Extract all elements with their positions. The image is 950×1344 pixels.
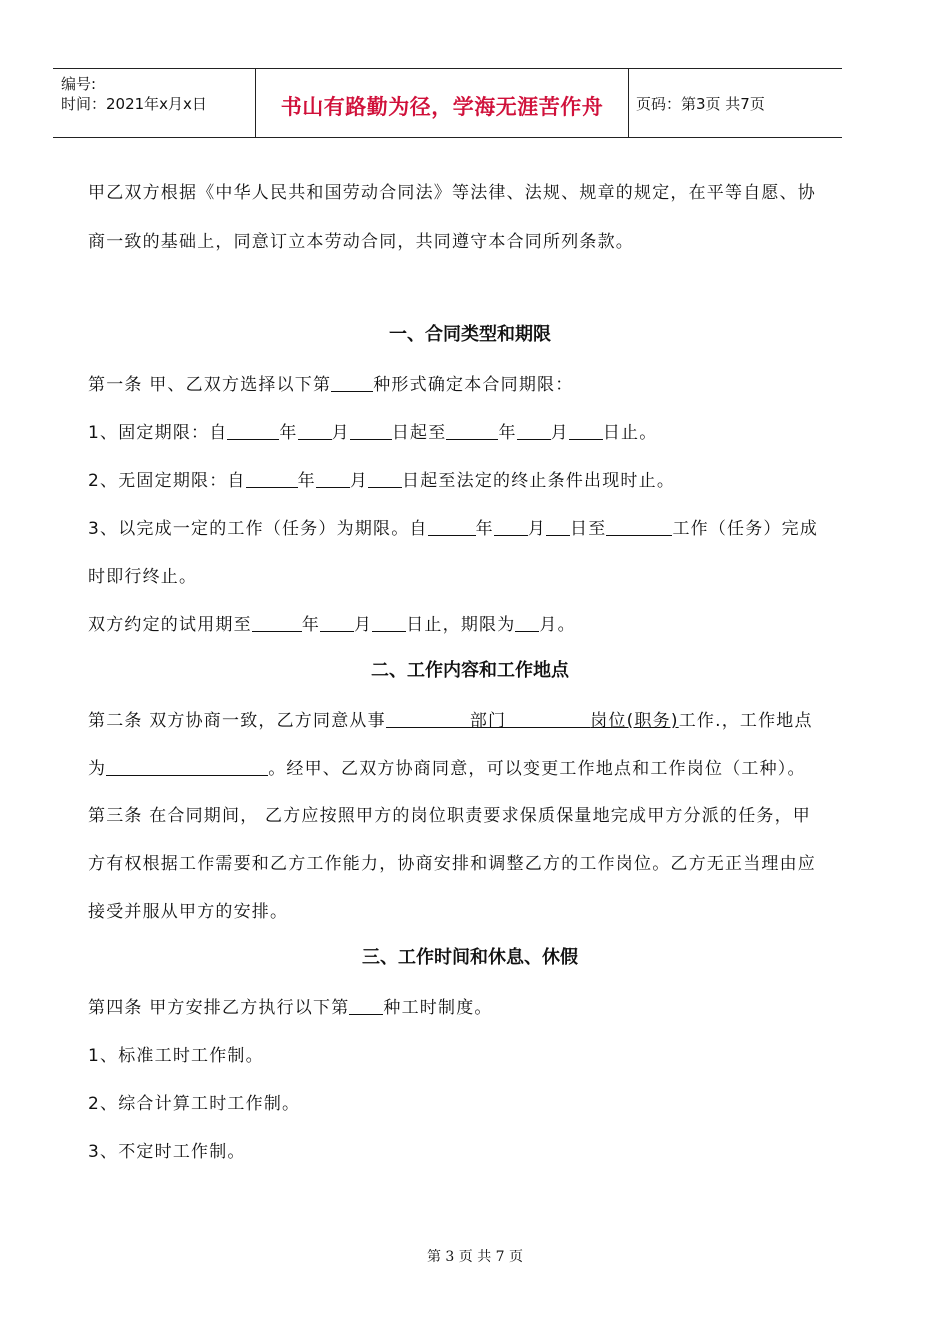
blank-field[interactable] — [515, 614, 539, 632]
page-footer: 第 3 页 共 7 页 — [426, 1249, 524, 1265]
blank-field[interactable] — [368, 470, 402, 488]
section-heading-2: 二、工作内容和工作地点 — [371, 660, 569, 681]
article-2-line-2: 为 。经甲、乙双方协商同意，可以变更工作地点和工作岗位（工种）。 — [88, 759, 806, 779]
section-heading-1: 一、合同类型和期限 — [389, 324, 551, 345]
article-3-line-1: 第三条 在合同期间， 乙方应按照甲方的岗位职责要求保质保量地完成甲方分派的任务，甲 — [88, 806, 812, 826]
header-page-code: 页码：第3页 共7页 — [636, 95, 765, 113]
blank-field[interactable] — [298, 422, 332, 440]
page-header — [53, 68, 842, 138]
blank-field[interactable] — [506, 710, 590, 728]
blank-field[interactable] — [331, 374, 373, 392]
section-heading-3: 三、工作时间和休息、休假 — [362, 947, 578, 968]
blank-field[interactable] — [252, 614, 302, 632]
term-option-task-cont: 时即行终止。 — [88, 567, 198, 587]
term-option-fixed: 1、固定期限：自 年 月 日起至 年 月 日止。 — [88, 423, 658, 443]
blank-field[interactable] — [316, 470, 350, 488]
probation-line: 双方约定的试用期至 年 月 日止，期限为 月。 — [88, 615, 576, 635]
blank-field[interactable] — [494, 518, 528, 536]
work-hours-option-2: 2、综合计算工时工作制。 — [88, 1094, 301, 1114]
blank-field[interactable] — [349, 997, 383, 1015]
blank-field[interactable] — [372, 614, 406, 632]
header-motto-cell — [255, 69, 629, 137]
article-2-line-1: 第二条 双方协商一致，乙方同意从事 部门 岗位(职务)工作.，工作地点 — [88, 711, 813, 731]
blank-field[interactable] — [428, 518, 476, 536]
blank-field[interactable] — [517, 422, 551, 440]
blank-field[interactable] — [446, 422, 498, 440]
header-page-cell — [628, 69, 842, 137]
blank-field[interactable] — [386, 710, 470, 728]
blank-field[interactable] — [569, 422, 603, 440]
article-1: 第一条 甲、乙双方选择以下第 种形式确定本合同期限： — [88, 375, 574, 395]
document-date: 时间：2021年x月x日 — [61, 95, 207, 113]
term-option-open: 2、无固定期限：自 年 月 日起至法定的终止条件出现时止。 — [88, 471, 676, 491]
blank-field[interactable] — [320, 614, 354, 632]
blank-field[interactable] — [350, 422, 392, 440]
article-3-line-3: 接受并服从甲方的安排。 — [88, 902, 289, 922]
intro-line-2: 商一致的基础上，同意订立本劳动合同，共同遵守本合同所列条款。 — [88, 232, 634, 252]
blank-field[interactable] — [227, 422, 279, 440]
document-number-label: 编号: — [61, 75, 97, 93]
article-4: 第四条 甲方安排乙方执行以下第 种工时制度。 — [88, 998, 493, 1018]
work-hours-option-1: 1、标准工时工作制。 — [88, 1046, 264, 1066]
blank-field[interactable] — [246, 470, 298, 488]
intro-line-1: 甲乙双方根据《中华人民共和国劳动合同法》等法律、法规、规章的规定，在平等自愿、协 — [88, 183, 816, 203]
blank-field[interactable] — [546, 518, 570, 536]
blank-field[interactable] — [606, 518, 672, 536]
header-motto: 书山有路勤为径，学海无涯苦作舟 — [280, 95, 604, 119]
work-hours-option-3: 3、不定时工作制。 — [88, 1142, 246, 1162]
blank-field[interactable] — [106, 758, 268, 776]
article-3-line-2: 方有权根据工作需要和乙方工作能力，协商安排和调整乙方的工作岗位。乙方无正当理由应 — [88, 854, 816, 874]
term-option-task: 3、以完成一定的工作（任务）为期限。自 年 月 日至 工作（任务）完成 — [88, 519, 819, 539]
header-meta-cell — [53, 69, 255, 137]
